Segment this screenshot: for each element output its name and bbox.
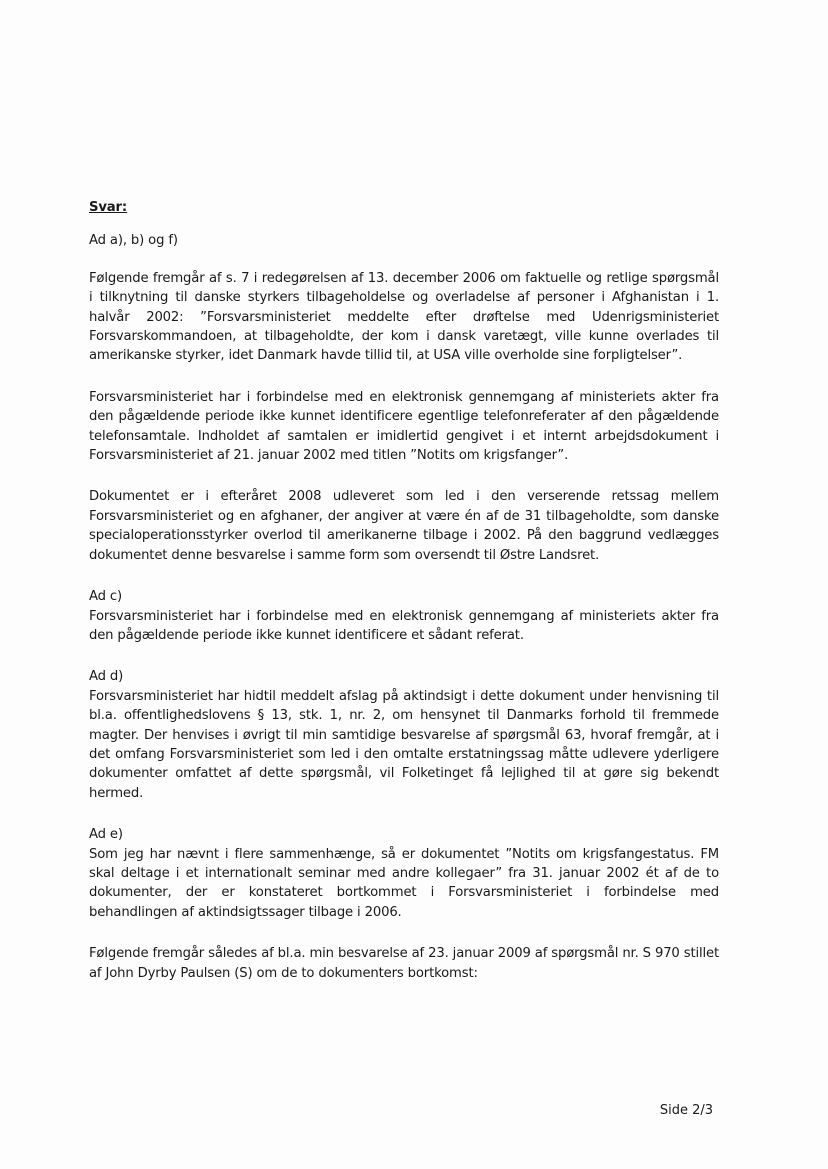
section-label-c: Ad c) — [89, 589, 122, 605]
section-label-abf: Ad a), b) og f) — [89, 233, 178, 249]
paragraph-1: Følgende fremgår af s. 7 i redegørelsen af 13. december 2006 om faktuelle og retlige spørgsmål i tilknytning til danske styrkers tilbageholdelse og overladelse af personer i Afghanistan i 1. halvår 2002: ”Forsvarsministeriet meddelte efter drøftelse med Udenrigsministeriet Forsvarskommandoen, at tilbageholdte, der kom i dansk varetægt, ville kunne overlades til amerikanske styrker, idet Danmark havde tillid til, at USA ville overholde sine forpligtelser”. — [89, 270, 719, 364]
document-body — [89, 198, 719, 983]
section-text-c: Forsvarsministeriet har i forbindelse med en elektronisk gennemgang af ministeriets akter fra den pågældende periode ikke kunnet identificere et sådant referat. — [89, 608, 719, 643]
section-text-d: Forsvarsministeriet har hidtil meddelt afslag på aktindsigt i dette dokument under henvisning til bl.a. offentlighedslovens § 13, stk. 1, nr. 2, om hensynet til Danmarks forhold til fremmede magter. Der henvises i øvrigt til min samtidige besvarelse af spørgsmål 63, hvoraf fremgår, at i det omfang Forsvarsministeriet som led i den omtalte erstatningssag måtte udlevere yderligere dokumenter omfattet af dette spørgsmål, vil Folketinget få lejlighed til at gøre sig bekendt hermed. — [89, 688, 719, 801]
section-label-e: Ad e) — [89, 827, 123, 843]
paragraph-2: Forsvarsministeriet har i forbindelse med en elektronisk gennemgang af ministeriets akter fra den pågældende periode ikke kunnet identificere egentlige telefonreferater af den pågældende telefonsamtale. Indholdet af samtalen er imidlertid gengivet i et internt arbejdsdokument i Forsvarsministeriet af 21. januar 2002 med titlen ”Notits om krigsfanger”. — [89, 389, 719, 464]
paragraph-last: Følgende fremgår således af bl.a. min besvarelse af 23. januar 2009 af spørgsmål nr. S 970 stillet af John Dyrby Paulsen (S) om de to dokumenters bortkomst: — [89, 946, 719, 981]
paragraph-3: Dokumentet er i efteråret 2008 udleveret som led i den verserende retssag mellem Forsvarsministeriet og en afghaner, der angiver at være én af de 31 tilbageholdte, som danske specialoperationsstyrker overlod til amerikanerne tilbage i 2002. På den baggrund vedlægges dokumentet denne besvarelse i samme form som oversendt til Østre Landsret. — [89, 489, 719, 563]
answer-heading: Svar: — [89, 200, 128, 215]
section-label-d: Ad d) — [89, 669, 124, 685]
page-number: Side 2/3 — [659, 1103, 713, 1118]
section-text-e: Som jeg har nævnt i flere sammenhænge, så er dokumentet ”Notits om krigsfangestatus. FM skal deltage i et internationalt seminar med andre kollegaer” fra 31. januar 2002 ét af de to dokumenter, der er konstateret bortkommet i Forsvarsministeriet i forbindelse med behandlingen af aktindsigtssager tilbage i 2006. — [89, 846, 719, 920]
